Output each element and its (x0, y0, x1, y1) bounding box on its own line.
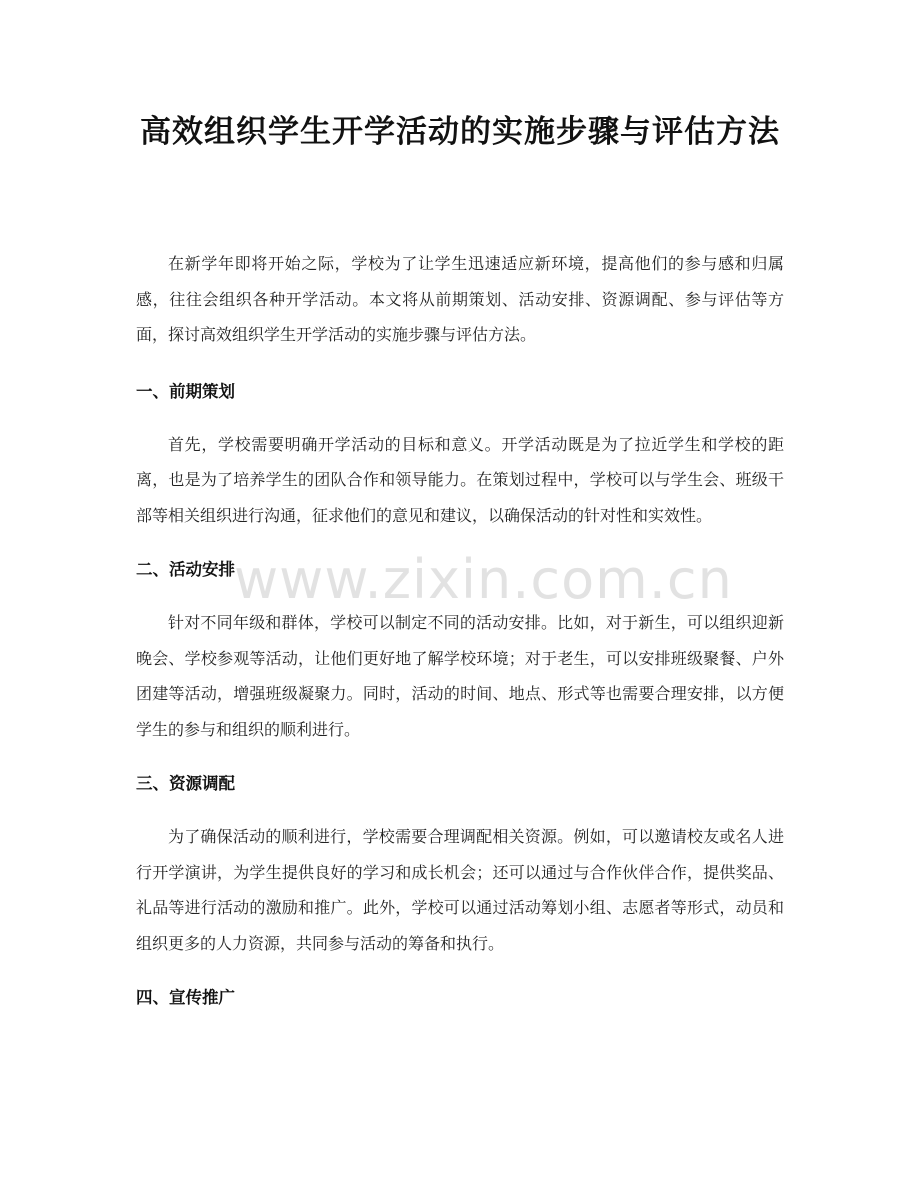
section-body-arrangement: 针对不同年级和群体，学校可以制定不同的活动安排。比如，对于新生，可以组织迎新晚会、学校参观等活动，让他们更好地了解学校环境；对于老生，可以安排班级聚餐、户外团建等活动，增强班级凝聚力。同时，活动的时间、地点、形式等也需要合理安排，以方便学生的参与和组织的顺利进行。 (136, 613, 784, 739)
section-body-resources: 为了确保活动的顺利进行，学校需要合理调配相关资源。例如，可以邀请校友或名人进行开学演讲，为学生提供良好的学习和成长机会；还可以通过与合作伙伴合作，提供奖品、礼品等进行活动的激励和推广。此外，学校可以通过活动筹划小组、志愿者等形式，动员和组织更多的人力资源，共同参与活动的筹备和执行。 (136, 827, 784, 953)
section-heading-planning: 一、前期策划 (136, 381, 235, 401)
document-body (136, 246, 784, 1013)
watermark: www.zixin.com.cn (234, 548, 733, 611)
section-heading-promotion: 四、宣传推广 (136, 988, 235, 1007)
section-body-planning: 首先，学校需要明确开学活动的目标和意义。开学活动既是为了拉近学生和学校的距离，也是为了培养学生的团队合作和领导能力。在策划过程中，学校可以与学生会、班级干部等相关组织进行沟通，征求他们的意见和建议，以确保活动的针对性和实效性。 (136, 434, 784, 525)
document-title: 高效组织学生开学活动的实施步骤与评估方法 (140, 114, 780, 150)
intro-paragraph: 在新学年即将开始之际，学校为了让学生迅速适应新环境，提高他们的参与感和归属感，往往会组织各种开学活动。本文将从前期策划、活动安排、资源调配、参与评估等方面，探讨高效组织学生开学活动的实施步骤与评估方法。 (136, 254, 784, 344)
section-heading-arrangement: 二、活动安排 (136, 560, 235, 579)
section-heading-resources: 三、资源调配 (136, 774, 235, 793)
